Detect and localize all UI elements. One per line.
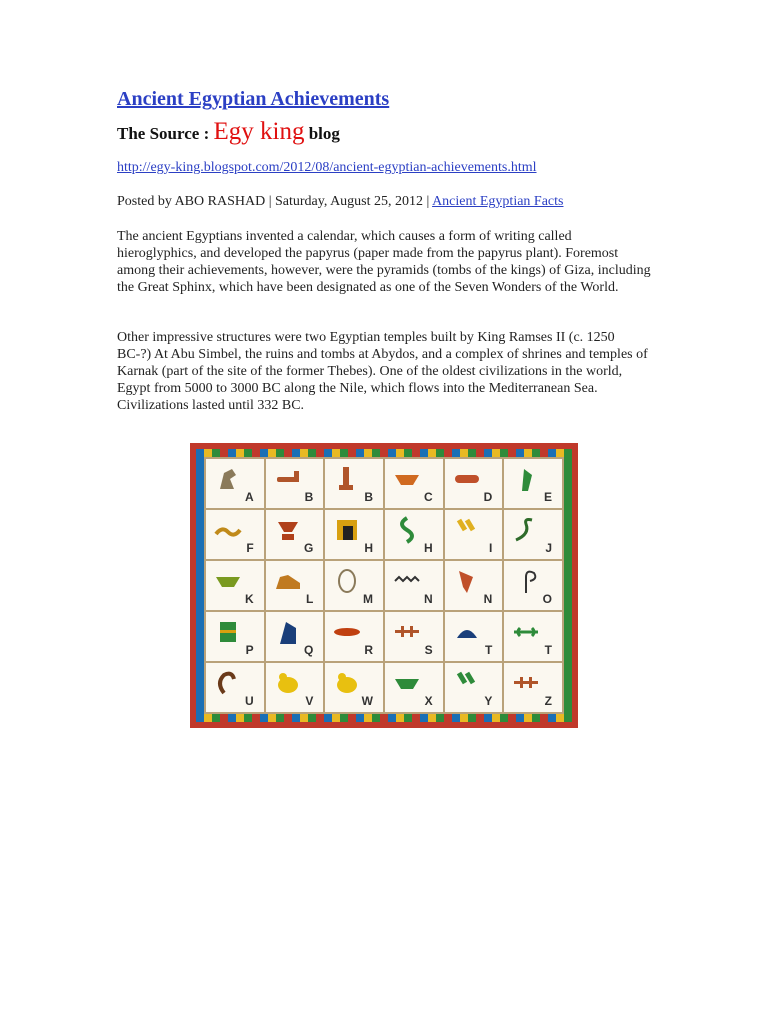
hieroglyph-alphabet-chart <box>190 443 578 728</box>
leg-icon <box>333 465 361 493</box>
glyph-cell <box>266 561 324 610</box>
bolt-icon <box>512 669 540 697</box>
glyph-letter: U <box>244 694 254 708</box>
basket-icon <box>393 465 421 493</box>
glyph-cell <box>504 510 562 559</box>
glyph-letter: T <box>544 643 552 657</box>
glyph-cell <box>206 459 264 508</box>
glyph-cell <box>266 459 324 508</box>
glyph-letter: M <box>363 592 373 606</box>
source-url-link[interactable]: http://egy-king.blogspot.com/2012/08/ancient-egyptian-achievements.html <box>117 160 537 175</box>
glyph-letter: Z <box>544 694 552 708</box>
source-prefix: The Source : <box>117 124 214 143</box>
glyph-letter: I <box>488 541 493 555</box>
glyph-letter: H <box>364 541 373 555</box>
courtyard-icon <box>333 516 361 544</box>
glyph-cell <box>504 459 562 508</box>
glyph-letter: L <box>305 592 314 606</box>
glyph-cell <box>206 663 264 712</box>
glyph-letter: A <box>244 490 254 504</box>
glyph-cell <box>385 561 443 610</box>
glyph-cell <box>385 510 443 559</box>
glyph-letter: J <box>545 541 552 555</box>
glyph-letter: P <box>245 643 254 657</box>
source-line <box>117 118 340 146</box>
glyph-letter: B <box>364 490 373 504</box>
glyph-letter: K <box>244 592 254 606</box>
rope-icon <box>512 567 540 595</box>
glyph-cell <box>504 663 562 712</box>
glyph-cell <box>504 612 562 661</box>
glyph-letter: C <box>423 490 433 504</box>
stand-icon <box>274 516 302 544</box>
glyph-cell <box>385 663 443 712</box>
double-reed-icon <box>453 669 481 697</box>
lion-icon <box>274 567 302 595</box>
source-suffix: blog <box>304 124 340 143</box>
glyph-cell <box>325 561 383 610</box>
bolt-icon <box>393 618 421 646</box>
glyph-letter: X <box>424 694 433 708</box>
foot-icon <box>274 465 302 493</box>
glyph-letter: F <box>246 541 254 555</box>
arm-icon <box>453 567 481 595</box>
glyph-cell <box>385 459 443 508</box>
basket-icon <box>214 567 242 595</box>
tether-icon <box>512 618 540 646</box>
reed-icon <box>512 465 540 493</box>
basket-icon <box>393 669 421 697</box>
twisted-flax-icon <box>393 516 421 544</box>
glyph-cell <box>385 612 443 661</box>
glyph-cell <box>266 612 324 661</box>
glyph-letter: B <box>304 490 314 504</box>
hand-icon <box>453 465 481 493</box>
glyph-cell <box>266 663 324 712</box>
glyph-cell <box>445 663 503 712</box>
viper-icon <box>214 516 242 544</box>
post-meta <box>117 194 563 210</box>
chick-icon <box>333 669 361 697</box>
glyph-letter: R <box>364 643 373 657</box>
glyph-letter: Q <box>303 643 314 657</box>
glyph-letter: O <box>542 592 552 606</box>
double-reed-icon <box>453 516 481 544</box>
glyph-letter: E <box>543 490 552 504</box>
quail-chick-icon <box>214 669 242 697</box>
glyph-letter: T <box>484 643 493 657</box>
paragraph-2: Other impressive structures were two Egyptian temples built by King Ramses II (c. 1250 BC-?) At Abu Simbel, the ruins and tombs at Abydos, and a complex of shrines and temples of Karnak (part of the site of the former Thebes). One of the oldest civilizations in the world, Egypt from 5000 to 3000 BC along the Nile, which flows into the Mediterranean Sea. Civilizations lasted until 332 BC. <box>117 330 648 413</box>
posted-text: Posted by ABO RASHAD | Saturday, August 25, 2012 | <box>117 194 433 209</box>
glyph-cell <box>325 612 383 661</box>
glyph-letter: Y <box>484 694 493 708</box>
glyph-cell <box>445 612 503 661</box>
chick-icon <box>274 669 302 697</box>
glyph-cell <box>325 510 383 559</box>
glyph-cell <box>445 510 503 559</box>
glyph-cell <box>206 510 264 559</box>
glyph-letter: N <box>423 592 433 606</box>
glyph-cell <box>206 612 264 661</box>
glyph-letter: S <box>424 643 433 657</box>
stool-icon <box>214 618 242 646</box>
glyph-cell <box>325 663 383 712</box>
mouth-icon <box>333 618 361 646</box>
glyph-cell <box>325 459 383 508</box>
hieroglyph-grid <box>204 457 564 714</box>
glyph-cell <box>445 561 503 610</box>
glyph-letter: N <box>483 592 493 606</box>
glyph-cell <box>445 459 503 508</box>
bread-icon <box>453 618 481 646</box>
water-icon <box>393 567 421 595</box>
glyph-letter: V <box>305 694 314 708</box>
glyph-letter: W <box>361 694 373 708</box>
glyph-cell <box>504 561 562 610</box>
cobra-icon <box>512 516 540 544</box>
glyph-letter: H <box>423 541 433 555</box>
owl-icon <box>333 567 361 595</box>
article-title[interactable]: Ancient Egyptian Achievements <box>117 88 390 110</box>
paragraph-1: The ancient Egyptians invented a calendar, which causes a form of writing called hieroglyphics, and developed the papyrus (paper made from the papyrus plant). Foremost among their achievements, however, were the pyramids (tombs of the kings) of Giza, including the Great Sphinx, which have been designated as one of the Seven Wonders of the World. <box>117 229 651 295</box>
hill-icon <box>274 618 302 646</box>
glyph-letter: D <box>483 490 493 504</box>
glyph-cell <box>206 561 264 610</box>
glyph-letter: G <box>303 541 314 555</box>
vulture-icon <box>214 465 242 493</box>
category-link[interactable]: Ancient Egyptian Facts <box>432 194 564 209</box>
source-name: Egy king <box>213 118 305 145</box>
glyph-cell <box>266 510 324 559</box>
